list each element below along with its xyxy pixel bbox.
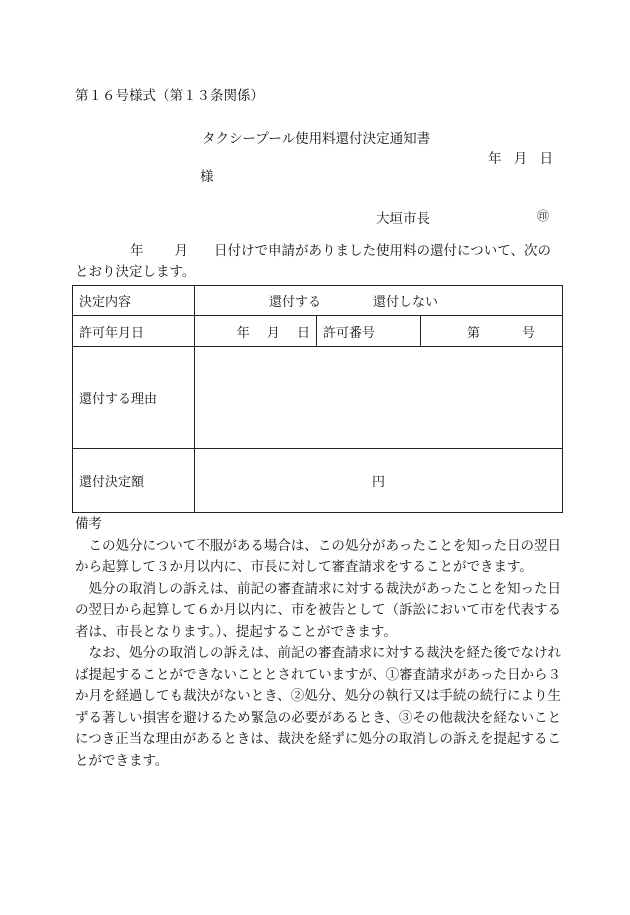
reason-label: 還付する理由 [73, 347, 195, 449]
decision-options [195, 286, 563, 316]
permit-number-label: 許可番号 [317, 316, 421, 347]
notes-header: 備考 [75, 516, 102, 532]
amount-row [73, 449, 563, 513]
intro-year-label: 年 [130, 243, 144, 259]
reason-row [73, 347, 563, 449]
option-refund: 還付する [269, 295, 322, 310]
addressee-suffix: 様 [200, 169, 214, 185]
intro-paragraph [75, 241, 561, 283]
permit-date-value: 年 月 日 [195, 316, 317, 347]
document-title: タクシープール使用料還付決定通知書 [202, 131, 431, 147]
date-month-label: 月 [513, 151, 528, 167]
date-day-label: 日 [539, 151, 554, 167]
permit-number-suffix: 号 [522, 325, 536, 341]
amount-unit: 円 [195, 449, 563, 513]
intro-text-line2: とおり決定します。 [75, 264, 196, 280]
decision-label: 決定内容 [73, 286, 195, 316]
permit-number-value [421, 316, 563, 347]
seal-mark: ㊞ [537, 209, 550, 223]
intro-text-line1: 日付けで申請がありました使用料の還付について、次の [214, 243, 551, 259]
decision-row [73, 286, 563, 316]
permit-date-label: 許可年月日 [73, 316, 195, 347]
issuer-name: 大垣市長 [376, 211, 430, 227]
amount-label: 還付決定額 [73, 449, 195, 513]
intro-month-label: 月 [174, 243, 188, 259]
notes-paragraph-1: この処分について不服がある場合は、この処分があったことを知った日の翌日から起算して３か月以内に、市長に対して審査請求をすることができます。 [75, 537, 561, 575]
date-year-label: 年 [488, 151, 502, 167]
option-no-refund: 還付しない [373, 295, 439, 310]
issue-date [488, 147, 553, 167]
permit-number-prefix: 第 [467, 325, 481, 341]
reason-value [195, 347, 563, 449]
permit-row [73, 316, 563, 347]
notes-paragraph-3: なお、処分の取消しの訴えは、前記の審査請求に対する裁決を経た後でなければ提起することができないこととされていますが、①審査請求があった日から３か月を経過しても裁決がないとき、②処分、処分の執行又は手続の続行により生ずる著しい損害を避けるため緊急の必要があるとき、③その他裁決を経ないことにつき正当な理由があるときは、裁決を経ずに処分の取消しの訴えを提起することができます。 [75, 645, 561, 769]
notes-paragraph-2: 処分の取消しの訴えは、前記の審査請求に対する裁決があったことを知った日の翌日から起算して６か月以内に、市を被告として（訴訟において市を代表する者は、市長となります。）、提起することができます。 [75, 580, 561, 640]
form-number-label: 第１６号様式（第１３条関係） [75, 88, 264, 104]
notes-section [75, 514, 561, 772]
decision-table [72, 285, 563, 513]
